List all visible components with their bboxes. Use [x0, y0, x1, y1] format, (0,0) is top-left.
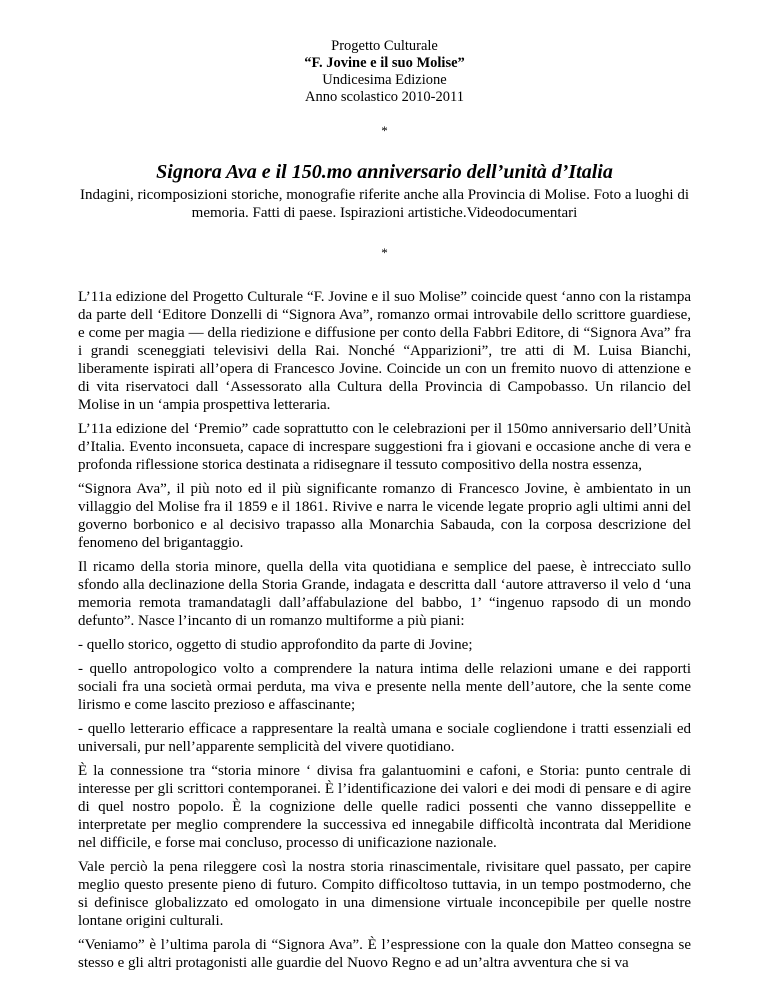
paragraph: Vale perciò la pena rileggere così la nostra storia rinascimentale, rivisitare quel passato, per capire meglio questo presente pieno di futuro. Compito difficoltoso tuttavia, in un tempo postmoderno, che si definisce globalizzato ed omologato in una dimensione virtuale inconcepibile per quelle nostre lontane origini culturali.	[78, 859, 691, 929]
paragraph: Il ricamo della storia minore, quella della vita quotidiana e semplice del paese, è intrecciato sullo sfondo alla declinazione della Storia Grande, indagata e descritta dall ‘autore attraverso il velo d ‘una memoria remota tramandatagli dall’affabulazione del babbo, 1’ “ingenuo rapsodo di un mondo defunto”. Nasce l’incanto di un romanzo multiforme a più piani:	[78, 559, 691, 629]
paragraph: - quello antropologico volto a comprendere la natura intima delle relazioni umane e dei rapporti sociali fra una società ormai perduta, ma viva e presente nella mente dell’autore, che la sente come lirismo e come lascito prezioso e affascinante;	[78, 661, 691, 713]
document-page	[78, 38, 691, 978]
document-title: Signora Ava e il 150.mo anniversario dell’unità d’Italia	[156, 161, 613, 183]
separator-star-2: *	[381, 245, 388, 260]
body-text	[78, 288, 691, 972]
header-line-1: Progetto Culturale	[331, 38, 438, 54]
paragraph: L’11a edizione del ‘Premio” cade soprattutto con le celebrazioni per il 150mo anniversario dell’Unità d’Italia. Evento inconsueta, capace di increspare suggestioni fra i giovani e occasione anche di vera e profonda riflessione storica destinata a ridisegnare il tessuto compositivo della nostra essenza,	[78, 421, 691, 473]
document-subtitle: Indagini, ricomposizioni storiche, monografie riferite anche alla Provincia di Molise. Foto a luoghi di memoria. Fatti di paese. Ispirazioni artistiche.Videodocumentari	[79, 187, 690, 221]
header-line-2: “F. Jovine e il suo Molise”	[304, 55, 465, 71]
paragraph: “Signora Ava”, il più noto ed il più significante romanzo di Francesco Jovine, è ambientato in un villaggio del Molise fra il 1859 e il 1861. Rivive e narra le vicende legate proprio agli ultimi anni del governo borbonico e al decisivo trapasso alla Monarchia Sabauda, con la corposa descrizione del fenomeno del brigantaggio.	[78, 481, 691, 551]
paragraph: L’11a edizione del Progetto Culturale “F. Jovine e il suo Molise” coincide quest ‘anno con la ristampa da parte dell ‘Editore Donzelli di “Signora Ava”, romanzo ormai introvabile dello scrittore guardiese, e come per magia — della riedizione e diffusione per conto della Fabbri Editore, di “Signora Ava” fra i grandi sceneggiati televisivi della Rai. Nonché “Apparizioni”, tre atti di M. Luisa Bianchi, liberamente ispirati all’opera di Francesco Jovine. Coincide un con un fremito nuovo di attenzione e di vita riservatoci dall ‘Assessorato alla Cultura della Provincia di Campobasso. Un rilancio del Molise in un ‘ampia prospettiva letteraria.	[78, 289, 691, 413]
paragraph: È la connessione tra “storia minore ‘ divisa fra galantuomini e cafoni, e Storia: punto centrale di interesse per gli scrittori contemporanei. È l’identificazione dei valori e dei modi di pensare e di agire di quel nostro popolo. È la cognizione delle quelle radici possenti che vanno disseppellite e interpretate per meglio comprendere la successiva ed innegabile difficoltà incontrata dal Meridione nel difficile, e forse mai concluso, processo di unificazione nazionale.	[78, 763, 691, 851]
header-line-3: Undicesima Edizione	[322, 72, 447, 88]
paragraph: “Veniamo” è l’ultima parola di “Signora Ava”. È l’espressione con la quale don Matteo consegna se stesso e gli altri protagonisti alle guardie del Nuovo Regno e ad un’altra avventura che si va	[78, 937, 691, 971]
paragraph: - quello storico, oggetto di studio approfondito da parte di Jovine;	[78, 637, 473, 653]
header-line-4: Anno scolastico 2010-2011	[305, 89, 464, 105]
document-header	[78, 38, 691, 106]
separator-star: *	[381, 123, 388, 138]
paragraph: - quello letterario efficace a rappresentare la realtà umana e sociale cogliendone i tratti essenziali ed universali, pur nell’apparente semplicità del vivere quotidiano.	[78, 721, 691, 755]
